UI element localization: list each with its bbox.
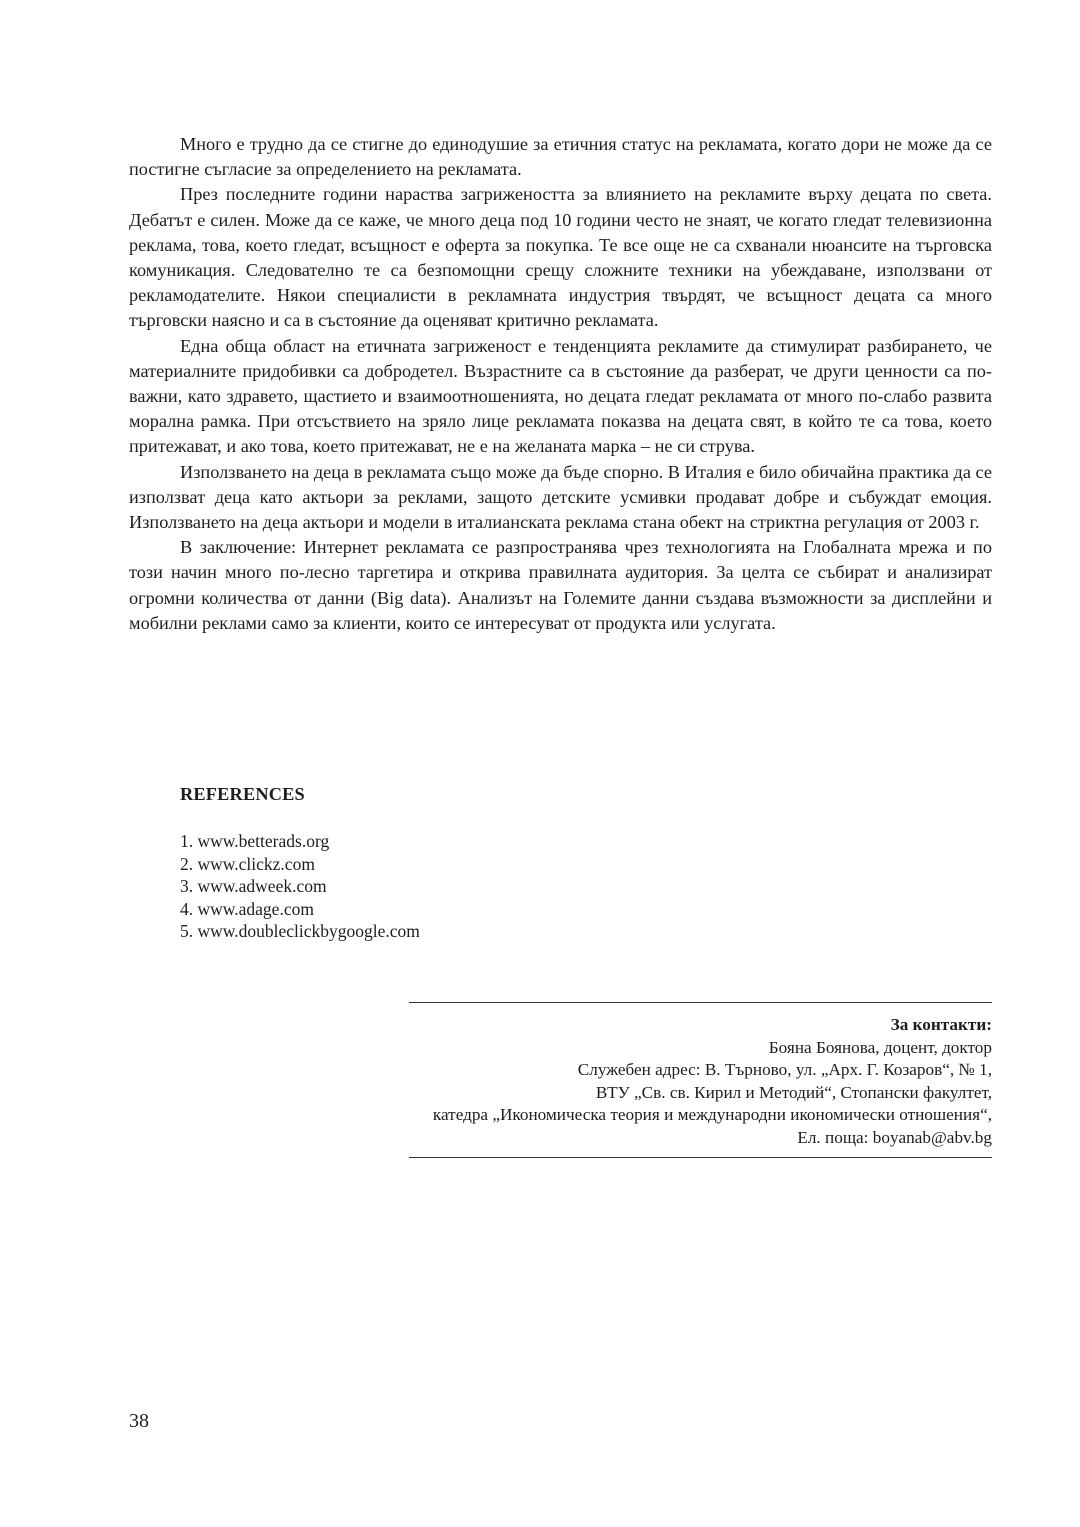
paragraph-5: В заключение: Интернет рекламата се разпространява чрез технологията на Глобалната мрежа и по този начин много по-лесно таргетира и открива правилната аудитория. За целта се събират и анализират огромни количества от данни (Big data). Анализът на Големите данни създава възможности за дисплейни и мобилни реклами само за клиенти, които се интересуват от продукта или услугата. — [129, 537, 992, 633]
contact-university: ВТУ „Св. св. Кирил и Методий“, Стопански факултет, — [595, 1082, 992, 1102]
reference-item: 2. www.clickz.com — [180, 853, 315, 874]
paragraph-3: Една обща област на етичната загриженост е тенденцията рекламите да стимулират разбирането, че материалните придобивки са добродетел. Възрастните са в състояние да разберат, че други ценности са по-важни, като здравето, щастието и взаимоотношенията, но децата гледат рекламата от много по-слабо развита морална рамка. При отсъствието на зряло лице рекламата показва на децата свят, в който те са това, което притежават, и ако това, което притежават, не е на желаната марка – не си струва. — [129, 335, 992, 457]
page-number: 38 — [129, 1410, 149, 1432]
reference-item: 1. www.betterads.org — [180, 831, 330, 851]
body-text — [129, 132, 992, 636]
contacts-bottom-divider — [409, 1157, 992, 1158]
contacts-block — [292, 1014, 992, 1150]
reference-item: 3. www.adweek.com — [180, 876, 327, 897]
contact-email: Ел. поща: boyanab@abv.bg — [797, 1127, 992, 1147]
contact-address: Служебен адрес: В. Търново, ул. „Арх. Г. Козаров“, № 1, — [577, 1060, 992, 1080]
contact-name: Бояна Боянова, доцент, доктор — [768, 1037, 992, 1057]
references-heading: REFERENCES — [180, 784, 305, 804]
references-list — [180, 830, 420, 943]
paragraph-1: Много е трудно да се стигне до единодушие за етичния статус на рекламата, когато дори не може да се постигне съгласие за определението на рекламата. — [129, 134, 992, 180]
contacts-top-divider — [409, 1002, 992, 1003]
reference-item: 4. www.adage.com — [180, 898, 314, 919]
contacts-heading: За контакти: — [890, 1015, 992, 1034]
contact-department: катедра „Икономическа теория и международни икономически отношения“, — [432, 1105, 992, 1125]
paragraph-4: Използването на деца в рекламата също може да бъде спорно. В Италия е било обичайна практика да се използват деца като актьори за реклами, защото детските усмивки продават добре и събуждат емоция. Използването на деца актьори и модели в италианската реклама стана обект на стриктна регулация от 2003 г. — [129, 461, 992, 533]
paragraph-2: През последните години нараства загрижеността за влиянието на рекламите върху децата по света. Дебатът е силен. Може да се каже, че много деца под 10 години често не знаят, че когато гледат телевизионна реклама, това, което гледат, всъщност е оферта за покупка. Те все още не са схванали нюансите на търговска комуникация. Следователно те са безпомощни срещу сложните техники на убеждаване, използвани от рекламодателите. Някои специалисти в рекламната индустрия твърдят, че всъщност децата са много търговски наясно и са в състояние да оценяват критично рекламата. — [129, 184, 992, 331]
reference-item: 5. www.doubleclickbygoogle.com — [180, 921, 420, 942]
